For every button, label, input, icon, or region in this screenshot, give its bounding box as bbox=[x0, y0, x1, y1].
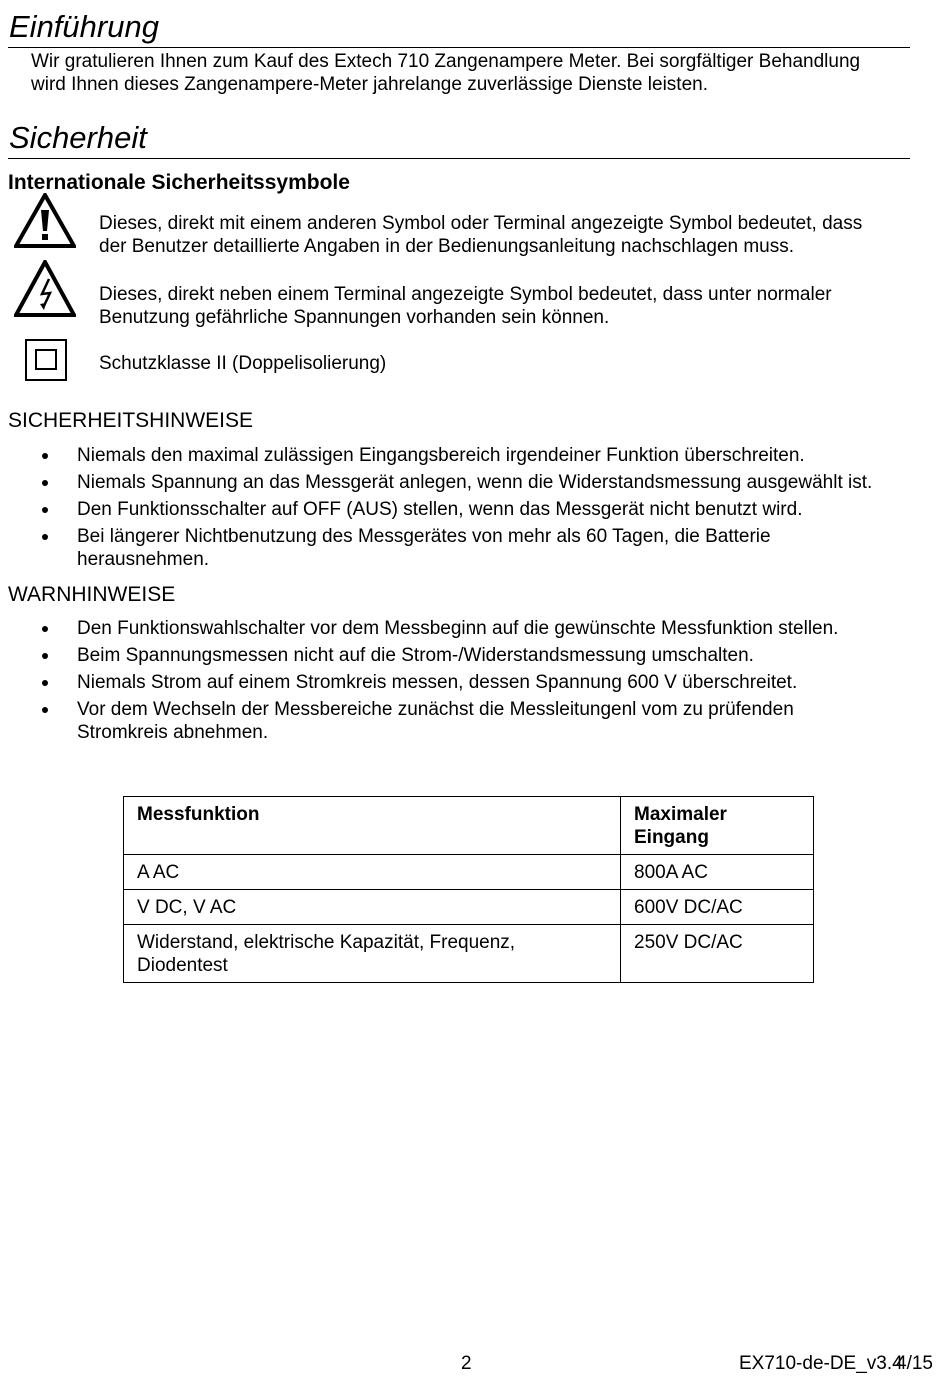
page-number: 2 bbox=[461, 1353, 472, 1374]
intro-text-line-1: Wir gratulieren Ihnen zum Kauf des Extech 710 Zangenampere Meter. Bei sorgfältiger Behandlung bbox=[31, 51, 861, 72]
list-item bbox=[34, 498, 934, 521]
max-input-table bbox=[123, 796, 814, 983]
symbols-heading: Internationale Sicherheitssymbole bbox=[8, 171, 350, 194]
list-item-text: Niemals Spannung an das Messgerät anlegen, wenn die Widerstandsmessung ausgewählt ist. bbox=[77, 472, 873, 493]
notes-heading: SICHERHEITSHINWEISE bbox=[8, 409, 254, 432]
bullet-icon bbox=[42, 507, 48, 513]
table-cell: 600V DC/AC bbox=[621, 890, 814, 925]
symbol-3-text: Schutzklasse II (Doppelisolierung) bbox=[99, 353, 387, 374]
warnings-list bbox=[34, 617, 934, 748]
list-item bbox=[34, 644, 934, 667]
list-item bbox=[34, 617, 934, 640]
symbol-2-text-line-2: Benutzung gefährliche Spannungen vorhanden sein können. bbox=[99, 307, 610, 328]
bullet-icon bbox=[42, 680, 48, 686]
list-item bbox=[34, 471, 934, 494]
document-id: EX710-de-DE_v3.4 bbox=[739, 1353, 903, 1374]
intro-title-rule bbox=[8, 47, 910, 48]
warnings-heading: WARNHINWEISE bbox=[8, 583, 176, 606]
bullet-icon bbox=[42, 534, 48, 540]
high-voltage-icon bbox=[14, 260, 76, 318]
bullet-icon bbox=[42, 480, 48, 486]
table-header-row bbox=[124, 797, 814, 855]
safety-title-rule bbox=[8, 158, 910, 159]
symbol-1-text-line-1: Dieses, direkt mit einem anderen Symbol oder Terminal angezeigte Symbol bedeutet, dass bbox=[99, 213, 863, 234]
table-header-cell: Maximaler Eingang bbox=[621, 797, 814, 855]
intro-title: Einführung bbox=[9, 9, 159, 44]
list-item-text: Bei längerer Nichtbenutzung des Messgerätes von mehr als 60 Tagen, die Batterie herausnehmen. bbox=[77, 526, 771, 570]
notes-list bbox=[34, 444, 934, 575]
list-item-text: Den Funktionswahlschalter vor dem Messbeginn auf die gewünschte Messfunktion stellen. bbox=[77, 618, 839, 639]
table-cell: A AC bbox=[124, 855, 621, 890]
table-cell: V DC, V AC bbox=[124, 890, 621, 925]
table-cell: 250V DC/AC bbox=[621, 925, 814, 983]
table-row bbox=[124, 925, 814, 983]
list-item bbox=[34, 698, 867, 744]
list-item-text: Vor dem Wechseln der Messbereiche zunächst die Messleitungenl vom zu prüfenden Stromkreis abnehmen. bbox=[77, 699, 794, 743]
bullet-icon bbox=[42, 626, 48, 632]
page-count: 4/15 bbox=[896, 1353, 933, 1374]
warning-exclamation-icon bbox=[14, 193, 76, 249]
bullet-icon bbox=[42, 453, 48, 459]
table-header-cell: Messfunktion bbox=[124, 797, 621, 855]
list-item bbox=[34, 525, 777, 571]
table-row bbox=[124, 855, 814, 890]
list-item bbox=[34, 444, 934, 467]
table-row bbox=[124, 890, 814, 925]
safety-title: Sicherheit bbox=[9, 120, 147, 155]
double-insulation-icon bbox=[24, 338, 68, 382]
list-item-text: Niemals den maximal zulässigen Eingangsbereich irgendeiner Funktion überschreiten. bbox=[77, 445, 805, 466]
table-cell: Widerstand, elektrische Kapazität, Frequenz, Diodentest bbox=[124, 925, 621, 983]
bullet-icon bbox=[42, 707, 48, 713]
intro-text-line-2: wird Ihnen dieses Zangenampere-Meter jahrelange zuverlässige Dienste leisten. bbox=[31, 74, 708, 95]
symbol-1-text-line-2: der Benutzer detaillierte Angaben in der Bedienungsanleitung nachschlagen muss. bbox=[99, 236, 795, 257]
bullet-icon bbox=[42, 653, 48, 659]
list-item-text: Den Funktionsschalter auf OFF (AUS) stellen, wenn das Messgerät nicht benutzt wird. bbox=[77, 499, 803, 520]
list-item-text: Beim Spannungsmessen nicht auf die Strom-/Widerstandsmessung umschalten. bbox=[77, 645, 754, 666]
list-item-text: Niemals Strom auf einem Stromkreis messen, dessen Spannung 600 V überschreitet. bbox=[77, 672, 798, 693]
table-cell: 800A AC bbox=[621, 855, 814, 890]
symbol-2-text-line-1: Dieses, direkt neben einem Terminal angezeigte Symbol bedeutet, dass unter normaler bbox=[99, 284, 832, 305]
list-item bbox=[34, 671, 934, 694]
